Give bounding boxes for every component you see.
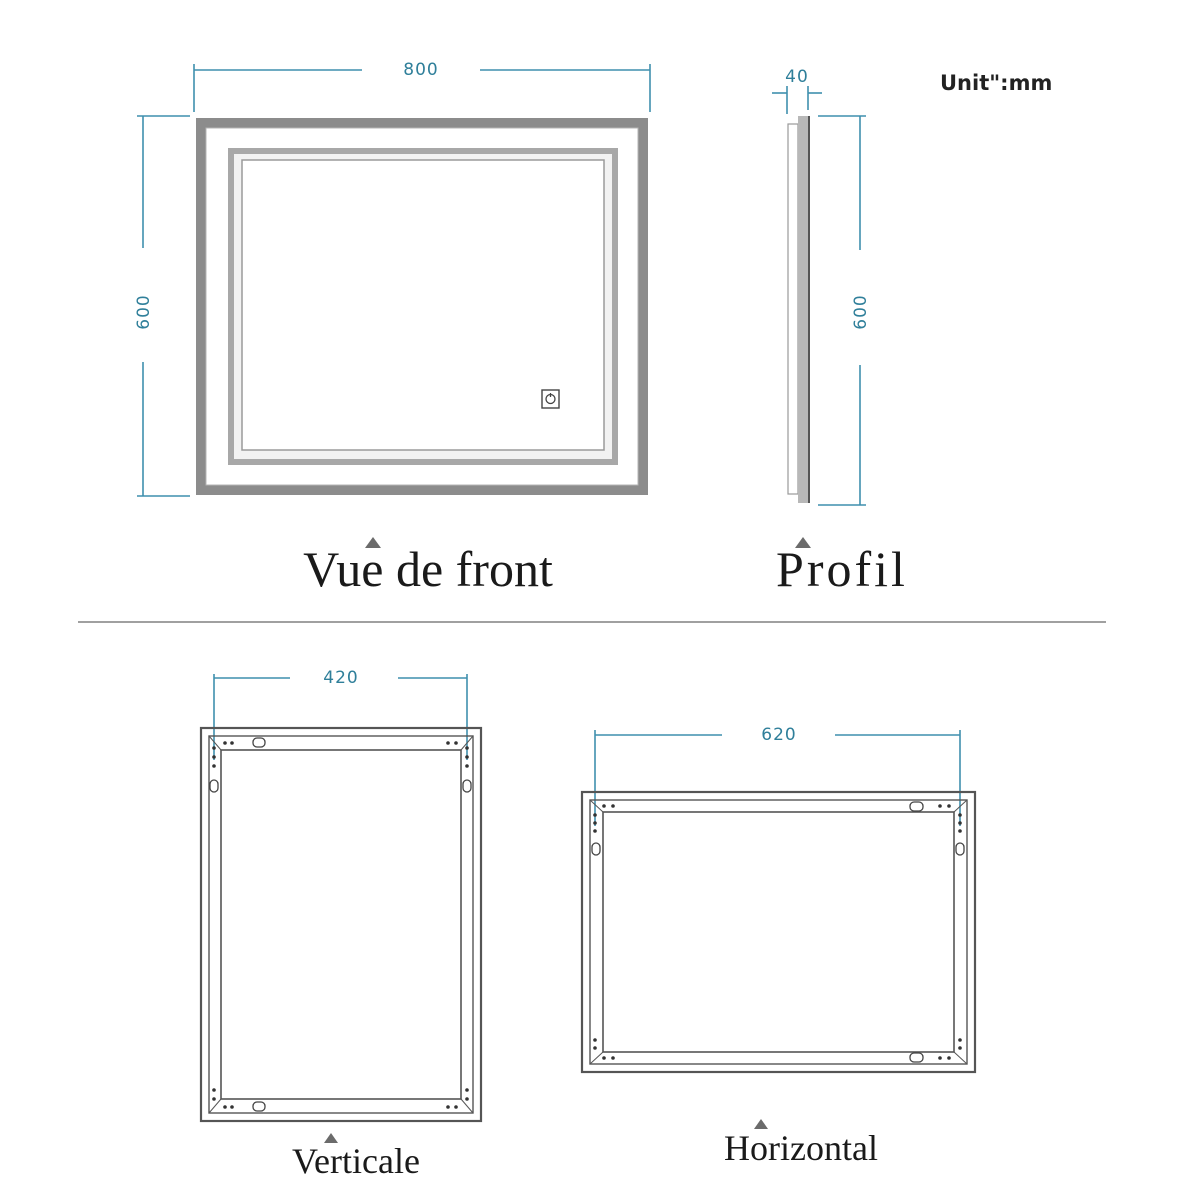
- horizontal-spacing-dimension: [595, 725, 960, 826]
- front-mirror: [196, 118, 648, 495]
- front-view: [134, 60, 650, 496]
- vertical-view-title: Verticale: [292, 1141, 420, 1181]
- vertical-mounting-hooks: [212, 741, 469, 1109]
- vertical-view: [201, 668, 481, 1121]
- unit-label: Unit":mm: [940, 71, 1053, 95]
- front-width-label: 800: [403, 60, 439, 80]
- profile-view-title: Profil: [776, 541, 908, 597]
- profile-height-dimension: [818, 116, 871, 505]
- touch-switch-icon: [542, 390, 559, 408]
- front-height-label: 600: [134, 294, 154, 330]
- profile-view: [772, 67, 871, 505]
- horizontal-spacing-label: 620: [761, 725, 797, 745]
- profile-height-label: 600: [851, 294, 871, 330]
- vertical-spacing-label: 420: [323, 668, 359, 688]
- front-width-dimension: [194, 60, 650, 112]
- profile-depth-label: 40: [785, 67, 809, 87]
- vertical-back-panel: [201, 728, 481, 1121]
- profile-mirror: [788, 116, 810, 503]
- vertical-hanger-slots: [210, 738, 471, 1111]
- horizontal-hanger-slots: [592, 802, 964, 1062]
- profile-depth-dimension: [772, 67, 822, 114]
- horizontal-view-title: Horizontal: [724, 1128, 878, 1168]
- horizontal-mounting-hooks: [593, 804, 962, 1060]
- horizontal-back-panel: [582, 792, 975, 1072]
- front-view-title: Vue de front: [303, 541, 553, 597]
- horizontal-view: [582, 725, 975, 1072]
- front-height-dimension: [134, 116, 190, 496]
- vertical-spacing-dimension: [214, 668, 467, 760]
